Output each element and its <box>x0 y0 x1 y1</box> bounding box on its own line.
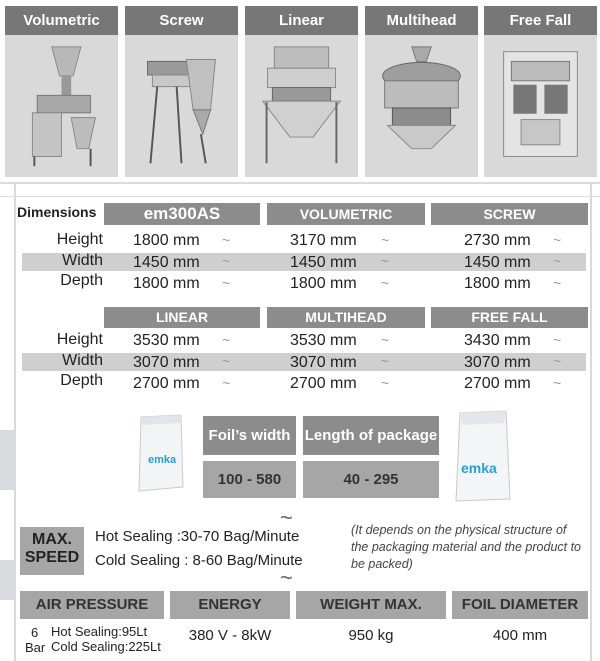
tilde-mark: ~ <box>280 505 293 530</box>
weight-max-header: WEIGHT MAX. <box>296 591 446 619</box>
tilde-mark: ~ <box>222 275 231 291</box>
machine-label: Free Fall <box>484 6 597 35</box>
blueprint-line <box>0 182 600 184</box>
machine-label: Screw <box>125 6 238 35</box>
tilde-mark: ~ <box>381 353 390 369</box>
value-cell: 1450 mm <box>464 254 531 271</box>
hot-sealing-speed: Hot Sealing :30-70 Bag/Minute <box>95 528 300 545</box>
value-cell: 1800 mm <box>464 275 531 292</box>
tilde-mark: ~ <box>381 375 390 391</box>
value-cell: 2700 mm <box>133 375 200 392</box>
machine-label: Multihead <box>365 6 478 35</box>
air-pressure-cold: Cold Sealing:225Lt <box>51 639 161 654</box>
free-fall-machine-image <box>492 42 589 168</box>
value-cell: 3430 mm <box>464 332 531 349</box>
value-cell: 2700 mm <box>464 375 531 392</box>
package-bag-image-large <box>452 405 514 505</box>
speed-note: (It depends on the physical structure of the packaging material and the product to be packed) <box>351 523 582 571</box>
foil-diameter-header: FOIL DIAMETER <box>452 591 588 619</box>
value-cell: 3530 mm <box>290 332 357 349</box>
blueprint-line <box>590 182 592 661</box>
energy-value: 380 V - 8kW <box>188 627 272 644</box>
foil-width-value: 100 - 580 <box>203 461 296 498</box>
screw-machine-image <box>133 42 230 168</box>
machine-label: Volumetric <box>5 6 118 35</box>
tilde-mark: ~ <box>553 375 562 391</box>
max-speed-label-line2: SPEED <box>24 549 80 566</box>
value-cell: 2730 mm <box>464 232 531 249</box>
tilde-mark: ~ <box>553 275 562 291</box>
value-cell: 1450 mm <box>133 254 200 271</box>
dimensions-title: Dimensions <box>17 204 97 220</box>
value-cell: 3070 mm <box>133 354 200 371</box>
value-cell: 3170 mm <box>290 232 357 249</box>
tilde-mark: ~ <box>381 332 390 348</box>
package-bag-image <box>135 413 187 493</box>
tilde-mark: ~ <box>553 332 562 348</box>
tilde-mark: ~ <box>553 253 562 269</box>
foil-diameter-value: 400 mm <box>492 627 548 644</box>
header-multihead: MULTIHEAD <box>267 307 425 328</box>
blueprint-line <box>0 196 600 197</box>
row-label-depth: Depth <box>60 272 103 289</box>
machine-label: Linear <box>245 6 358 35</box>
volumetric-machine-image <box>13 42 110 168</box>
tilde-mark: ~ <box>222 332 231 348</box>
header-linear: LINEAR <box>104 307 260 328</box>
header-em300as: em300AS <box>104 203 260 225</box>
value-cell: 1800 mm <box>290 275 357 292</box>
value-cell: 1450 mm <box>290 254 357 271</box>
linear-machine-image <box>253 42 350 168</box>
row-label-depth: Depth <box>60 372 103 389</box>
air-pressure-unit: Bar <box>25 640 46 655</box>
tilde-mark: ~ <box>553 232 562 248</box>
machine-tile-screw[interactable] <box>125 6 238 177</box>
tilde-mark: ~ <box>280 565 293 590</box>
air-pressure-header: AIR PRESSURE <box>20 591 164 619</box>
value-cell: 1800 mm <box>133 275 200 292</box>
max-speed-label-line1: MAX. <box>32 531 72 548</box>
energy-header: ENERGY <box>170 591 290 619</box>
value-cell: 1800 mm <box>133 232 200 249</box>
value-cell: 3070 mm <box>464 354 531 371</box>
max-speed-label <box>20 527 84 575</box>
cold-sealing-speed: Cold Sealing : 8-60 Bag/Minute <box>95 552 303 569</box>
header-screw: SCREW <box>431 203 588 225</box>
package-length-label: Length of package <box>303 416 439 455</box>
tilde-mark: ~ <box>381 275 390 291</box>
machine-tile-multihead[interactable] <box>365 6 478 177</box>
blueprint-line <box>0 430 14 490</box>
tilde-mark: ~ <box>222 232 231 248</box>
value-cell: 3530 mm <box>133 332 200 349</box>
tilde-mark: ~ <box>381 253 390 269</box>
header-volumetric: VOLUMETRIC <box>267 203 425 225</box>
value-cell: 2700 mm <box>290 375 357 392</box>
value-cell: 3070 mm <box>290 354 357 371</box>
row-label-height: Height <box>56 331 103 348</box>
row-label-width: Width <box>62 252 103 269</box>
air-pressure-number: 6 <box>31 625 39 640</box>
tilde-mark: ~ <box>553 353 562 369</box>
row-label-width: Width <box>62 352 103 369</box>
tilde-mark: ~ <box>222 375 231 391</box>
row-label-height: Height <box>56 231 103 248</box>
package-length-value: 40 - 295 <box>303 461 439 498</box>
blueprint-line <box>14 182 16 661</box>
tilde-mark: ~ <box>222 253 231 269</box>
tilde-mark: ~ <box>222 353 231 369</box>
header-free-fall: FREE FALL <box>431 307 588 328</box>
weight-max-value: 950 kg <box>348 627 394 644</box>
machine-tile-free-fall[interactable] <box>484 6 597 177</box>
package-brand-logo: emka <box>461 460 497 476</box>
package-brand-logo: emka <box>148 454 177 466</box>
machine-tile-linear[interactable] <box>245 6 358 177</box>
air-pressure-hot: Hot Sealing:95Lt <box>51 624 148 639</box>
tilde-mark: ~ <box>381 232 390 248</box>
foil-width-label: Foil’s width <box>203 416 296 455</box>
blueprint-line <box>0 560 14 600</box>
multihead-machine-image <box>373 42 470 168</box>
machine-tile-volumetric[interactable] <box>5 6 118 177</box>
